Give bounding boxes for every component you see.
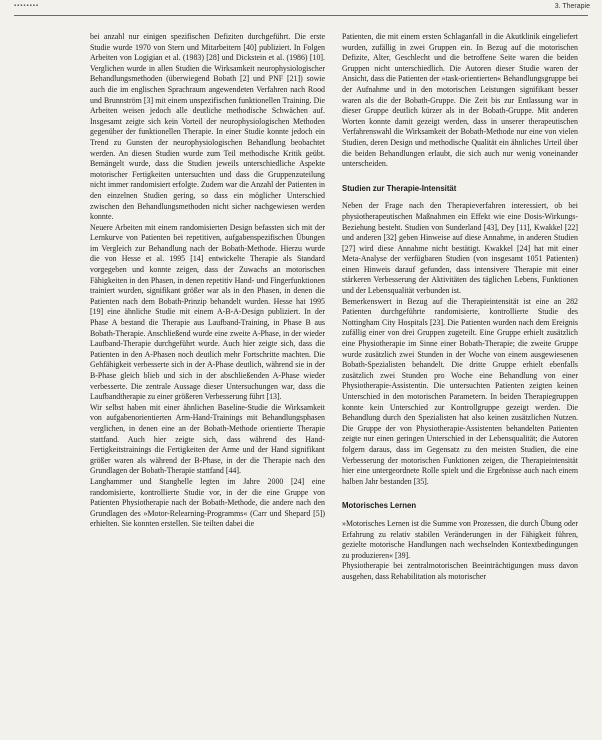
running-header-left: ▪▪▪▪▪▪▪▪ bbox=[14, 3, 40, 9]
paragraph: Langhammer und Stanghelle legten im Jahre 2000 [24] eine randomisierte, kontrollierte Studie vor, in der die eine Gruppe von Patienten Physiotherapie nach der Bobath-Methode, die andere nach den Grundlagen des »Motor-Relearning-Programms« (Carr und Shepard [5]) erhielten. Sie konnten erstellen. Sie teilten dabei die bbox=[90, 476, 325, 529]
section-heading: Studien zur Therapie-Intensität bbox=[342, 183, 457, 193]
section-heading: Motorisches Lernen bbox=[342, 501, 417, 511]
paragraph: Bemerkenswert in Bezug auf die Therapieintensität ist eine an 282 Patienten durchgeführte randomisierte, kontrollierte Studie des Nottingham City Hospitals [23]. Die Patienten wurden nach dem Ereignis zufällig einer von drei Gruppen zugeteilt. Eine Gruppe erhielt zusätzlich eine Physiotherapie im Sinne einer Bobath-Therapie; die zweite Gruppe wurde zusätzlich zwei Stunden in der Woche von einem ausgewiesenen Bobath-Spezialisten behandelt. Die dritte Gruppe erhielt ebenfalls zusätzlich zwei Stunden pro Woche eine Behandlung von einer Physiotherapie-Assistentin. Die untersuchten Patienten zeigten keinen Unterschied in den motorischen Parametern. In beiden Therapiegruppen konnte kein Unterschied zur Kontrollgruppe gezeigt werden. Die Behandlung durch den Spezialisten hat also keinen zusätzlichen Nutzen. Die Gruppe der von Physiotherapie-Assistenten behandelten Patienten zeigte nur einen geringen Unterschied in der Lebensqualität; die Autoren folgern daraus, dass im Gegensatz zu den meisten Studien, die eine Verbesserung der motorischen Funktionen zeigen, die Therapieintensität hier eine untergeordnete Rolle spielt und die Ergebnisse auch nach einem halben Jahr bestanden [35]. bbox=[342, 296, 578, 486]
paragraph: bei anzahl nur einigen spezifischen Defiziten durchgeführt. Die erste Studie wurde 1970 von Stern und Mitarbeitern [40] publiziert. In Folgen Arbeiten von Logigian et al. (1983) [28] und Dickstein et al. (1986) [10]. Verglichen wurde in allen Studien die Wirksamkeit neurophysiologischer Behandlungsmethoden (überwiegend Bobath [2] und PNF [21]) sowie auch die im englischen Sprachraum angewendeten Verfahren nach Rood und Brunnström [3] mit einem unspezifischen funktionellen Training. Die Arbeiten weisen jedoch alle deutliche methodische Schwächen auf. Insgesamt zeigte sich kein Vorteil der neurophysiologischen Methoden gegenüber der funktionellen Therapie. In einer Studie konnte jedoch ein Trend zu Gunsten der neurophysiologischen Behandlung beobachtet werden. An diesen Studien wurde zum Teil methodische Kritik geübt. Bemängelt wurde, dass die Studien jeweils unterschiedliche Aspekte motorischer Fertigkeiten untersuchten und dass die Gruppenzuteilung nicht immer randomisiert erfolgte. Zudem war die Anzahl der Patienten in den einzelnen Studien gering, so dass ein möglicher Unterschied zwischen den Behandlungsmethoden nicht sicher nachgewiesen werden konnte. bbox=[90, 32, 325, 222]
paragraph: Physiotherapie bei zentralmotorischen Beeinträchtigungen muss davon ausgehen, dass Rehabilitation als motorischer bbox=[342, 561, 578, 581]
paragraph: Neuere Arbeiten mit einem randomisierten Design befassten sich mit der Lernkurve von Patienten bei repetitiven, aufgabenspezifischen Übungen im Vergleich zur Behandlung nach der Bobath-Methode. Hierzu wurde die von Hesse et al. 1995 [14] entwickelte Therapie als Standard vorgegeben und konnte zeigen, dass der Zuwachs an motorischen Fähigkeiten in den Phasen, in denen repetitiv Hand- und Fingerfunktionen trainiert wurden, signifikant größer war als in den Phasen, in denen die Patienten nach dem Bobath-Prinzip behandelt wurden. Hesse hat 1995 [19] eine ähnliche Studie mit einem A-B-A-Design publiziert. In der Phase A bestand die Therapie aus Laufband-Training, in Phase B aus Bobath-Therapie. Anschließend wurde eine zweite A-Phase, in der wieder Laufband-Therapie durchgeführt wurde. Auch hier zeigte sich, dass die Patienten in den A-Phasen noch deutlich mehr Fortschritte machten. Die Gehfähigkeit verbesserte sich in der A-Phase deutlich, während sie in der B-Phase gleich blieb und sich in der abschließenden A-Phase wieder verbesserte. Die zentrale Aussage dieser Untersuchungen war, dass die Laufbandtherapie zu einer größeren Verbesserung führt [13]. bbox=[90, 222, 325, 402]
running-header-right: 3. Therapie bbox=[554, 3, 590, 10]
paragraph: Patienten, die mit einem ersten Schlaganfall in die Akutklinik eingeliefert wurden, zufällig in zwei Gruppen ein. In Bezug auf die motorischen Defizite, Alter, Geschlecht und die betroffene Seite waren die beiden Gruppen nicht unterschiedlich. Die Autoren dieser Studie waren der Ansicht, dass die Patienten der »task-orientierten« Behandlungsgruppe bei der Aufnahme und in den motorischen Leistungen signifikant besser waren als die der Bobath-Gruppe. Die Zeit bis zur Entlassung war in dieser Gruppe deutlich kürzer als in der Bobath-Gruppe. Mit anderen Worten konnte damit gezeigt werden, dass in unserer therapeutischen Verfahrenswahl die Wirksamkeit der Bobath-Methode nur eine von vielen Studien, deren Design und methodische Qualität ein ähnliches Urteil über die beiden Behandlungen erlaubt, die sich auch nur wenig voneinander unterscheiden. bbox=[342, 32, 578, 169]
paragraph: Wir selbst haben mit einer ähnlichen Baseline-Studie die Wirksamkeit von aufgabenorientierten Arm-Hand-Trainings mit Behandlungsphasen verglichen, in denen eine an der Bobath-Methode orientierte Therapie stattfand. Auch hier zeigte sich, dass während des Hand-Fertigkeitstrainings die Fertigkeiten der Arme und der Hand signifikant größer waren als während der B-Phase, in der die Therapie nach den Grundlagen der Bobath-Therapie stattfand [44]. bbox=[90, 402, 325, 476]
left-column bbox=[90, 32, 325, 530]
right-column bbox=[342, 32, 578, 583]
paragraph: »Motorisches Lernen ist die Summe von Prozessen, die durch Übung oder Erfahrung zu relativ stabilen Veränderungen in der Fähigkeit führen, gezielte motorische Handlungen nach wechselnden Kontextbedingungen zu produzieren« [39]. bbox=[342, 518, 578, 560]
paragraph: Neben der Frage nach den Therapieverfahren interessiert, ob bei physiotherapeutischen Maßnahmen ein Effekt wie eine Dosis-Wirkungs-Beziehung besteht. Studien von Sunderland [43], Dey [11], Kwakkel [22] und anderen [32] geben Hinweise auf diese Annahme, in anderen Studien [27] wird diese Annahme nicht bestätigt. Kwakkel [24] hat mit einer Meta-Analyse der verfügbaren Studien (von insgesamt 1051 Patienten) einen Hinweis darauf gefunden, dass intensivere Therapie mit einer stärkeren Verbesserung der Aktivitäten des täglichen Lebens, Funktionen und der Lebensqualität verbunden ist. bbox=[342, 201, 578, 296]
header-rule bbox=[14, 15, 588, 16]
